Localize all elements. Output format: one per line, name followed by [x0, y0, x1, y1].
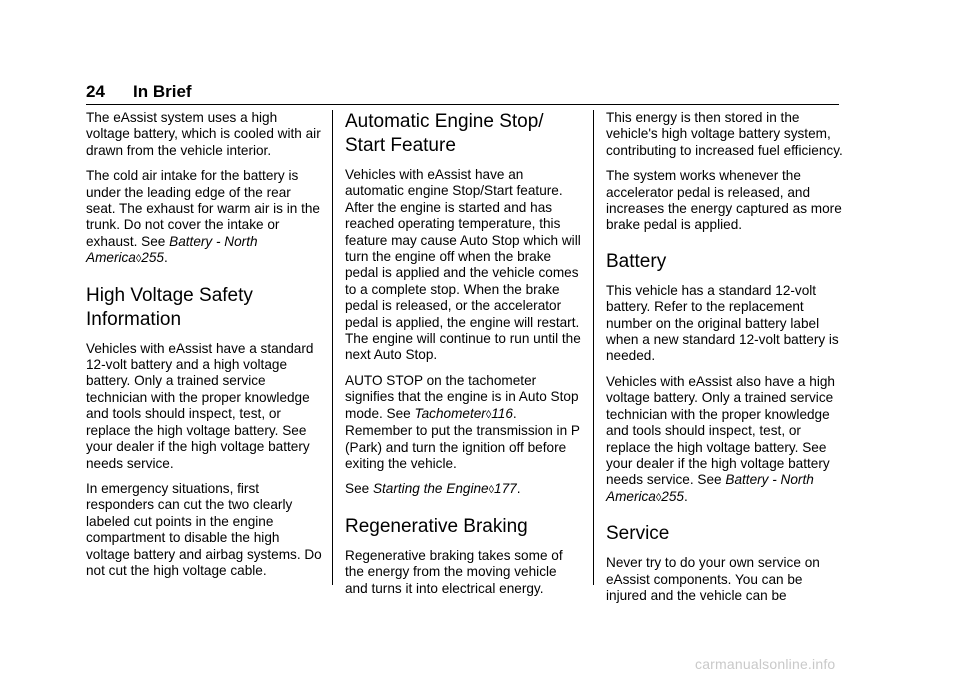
paragraph: See Starting the Engine◊177. [345, 481, 521, 497]
cross-reference-link[interactable]: Battery - North America [86, 233, 258, 266]
page-number: 24 [86, 82, 105, 101]
page-reference[interactable]: 255 [141, 250, 164, 266]
page-ref-icon: ◊ [135, 253, 142, 266]
paragraph: Vehicles with eAssist also have a high voltage battery. Only a trained service technician with the proper knowledge and tools should inspect, test, or replace the high voltage battery. See your dealer if the high voltage battery needs service. See Battery - North America◊255. [606, 373, 835, 504]
page-reference[interactable]: 255 [661, 488, 684, 504]
section-title: In Brief [133, 82, 192, 101]
page-ref-icon: ◊ [655, 491, 662, 504]
cross-reference-link[interactable]: Battery - North America [606, 472, 814, 504]
column-1 [86, 110, 324, 588]
paragraph: Regenerative braking takes some of the energy from the moving vehicle and turns it into electrical energy. [345, 547, 563, 596]
paragraph: The eAssist system uses a high voltage battery, which is cooled with air drawn from the vehicle interior. [86, 110, 321, 158]
column-divider-2 [593, 110, 594, 585]
heading-high-voltage-safety: High Voltage Safety Information [86, 284, 253, 330]
cross-reference-link[interactable]: Tachometer [414, 405, 486, 421]
heading-battery: Battery [606, 250, 667, 272]
paragraph: Never try to do your own service on eAssist components. You can be injured and the vehicle can be [606, 555, 820, 603]
heading-auto-engine-stop: Automatic Engine Stop/ Start Feature [345, 111, 544, 156]
paragraph: The system works whenever the accelerator pedal is released, and increases the energy captured as more brake pedal is applied. [606, 168, 842, 233]
page-ref-icon: ◊ [485, 408, 492, 421]
paragraph: Vehicles with eAssist have a standard 12-volt battery and a high voltage battery. Only a trained service technician with the proper knowledge and tools should inspect, test, or replace the high voltage battery. See your dealer if the high voltage battery needs service. [86, 340, 314, 471]
paragraph: This energy is then stored in the vehicle's high voltage battery system, contributing to increased fuel efficiency. [606, 110, 843, 158]
page-reference[interactable]: 116 [491, 405, 513, 421]
page-reference[interactable]: 177 [494, 481, 517, 497]
page-header [86, 82, 839, 106]
paragraph: In emergency situations, first responders can cut the two clearly labeled cut points in the engine compartment to disable the high voltage battery and airbag systems. Do not cut the high voltage cable. [86, 480, 322, 578]
paragraph: Vehicles with eAssist have an automatic engine Stop/Start feature. After the engine is started and has reached operating temperature, this feature may cause Auto Stop which will turn the engine off when the brake pedal is applied and the vehicle comes to a complete stop. When the brake pedal is released, or the accelerator pedal is applied, the engine will restart. The engine will continue to run until the next Auto Stop. [345, 167, 581, 363]
paragraph: AUTO STOP on the tachometer signifies that the engine is in Auto Stop mode. See Tachometer◊116. Remember to put the transmission in P (Park) and turn the ignition off before exiting the vehicle. [345, 372, 580, 471]
heading-service: Service [606, 523, 670, 545]
heading-regenerative-braking: Regenerative Braking [345, 515, 528, 537]
cross-reference-link[interactable]: Starting the Engine [372, 481, 489, 497]
paragraph: This vehicle has a standard 12-volt battery. Refer to the replacement number on the original battery label when a new standard 12-volt battery is needed. [606, 282, 839, 364]
header-rule [86, 104, 839, 105]
paragraph: The cold air intake for the battery is under the leading edge of the rear seat. The exhaust for warm air is in the trunk. Do not cover the intake or exhaust. See Battery - North America◊255. [86, 168, 320, 266]
column-3 [606, 110, 844, 613]
page-ref-icon: ◊ [488, 484, 495, 497]
column-2 [345, 110, 583, 606]
column-divider-1 [332, 110, 333, 585]
watermark: carmanualsonline.info [695, 656, 836, 672]
